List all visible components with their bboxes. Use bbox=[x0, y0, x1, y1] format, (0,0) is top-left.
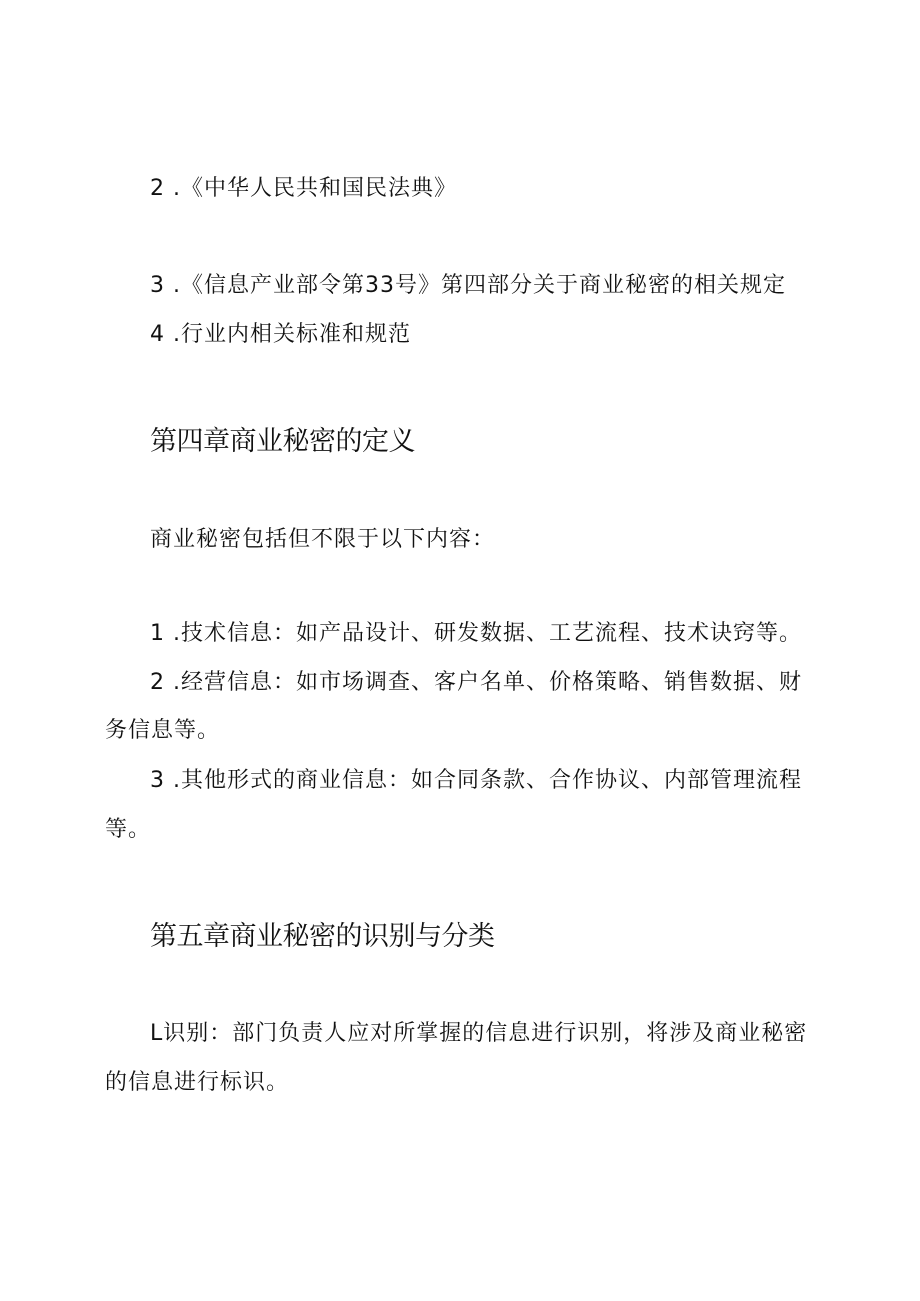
reference-number: 2 bbox=[150, 176, 165, 201]
reference-number: 4 bbox=[150, 322, 165, 347]
item-text: .其他形式的商业信息：如合同条款、合作协议、内部管理流程 bbox=[173, 768, 802, 793]
item-number: 3 bbox=[150, 768, 165, 793]
identification-item-continuation: 的信息进行标识。 bbox=[105, 1070, 290, 1095]
item-number: 1 bbox=[150, 621, 165, 646]
reference-item-4 bbox=[150, 320, 411, 350]
item-number: 2 bbox=[150, 670, 165, 695]
reference-text: .《中华人民共和国民法典》 bbox=[173, 176, 457, 201]
reference-text: .行业内相关标准和规范 bbox=[173, 322, 411, 347]
definition-item-2-continuation: 务信息等。 bbox=[105, 718, 221, 743]
definition-item-3-continuation: 等。 bbox=[105, 817, 152, 842]
chapter-5-heading: 第五章商业秘密的识别与分类 bbox=[150, 921, 495, 952]
definition-item-2 bbox=[150, 668, 802, 698]
item-text: .技术信息：如产品设计、研发数据、工艺流程、技术诀窍等。 bbox=[173, 621, 802, 646]
definition-item-3 bbox=[150, 766, 802, 796]
definition-item-1 bbox=[150, 619, 802, 649]
chapter-4-intro: 商业秘密包括但不限于以下内容： bbox=[150, 527, 496, 552]
chapter-4-heading: 第四章商业秘密的定义 bbox=[150, 426, 415, 457]
reference-text: .《信息产业部令第33号》第四部分关于商业秘密的相关规定 bbox=[173, 273, 786, 298]
reference-number: 3 bbox=[150, 273, 165, 298]
reference-item-2 bbox=[150, 174, 457, 204]
identification-item: L识别：部门负责人应对所掌握的信息进行识别，将涉及商业秘密 bbox=[150, 1021, 808, 1046]
reference-item-3 bbox=[150, 271, 786, 301]
item-text: .经营信息：如市场调查、客户名单、价格策略、销售数据、财 bbox=[173, 670, 802, 695]
